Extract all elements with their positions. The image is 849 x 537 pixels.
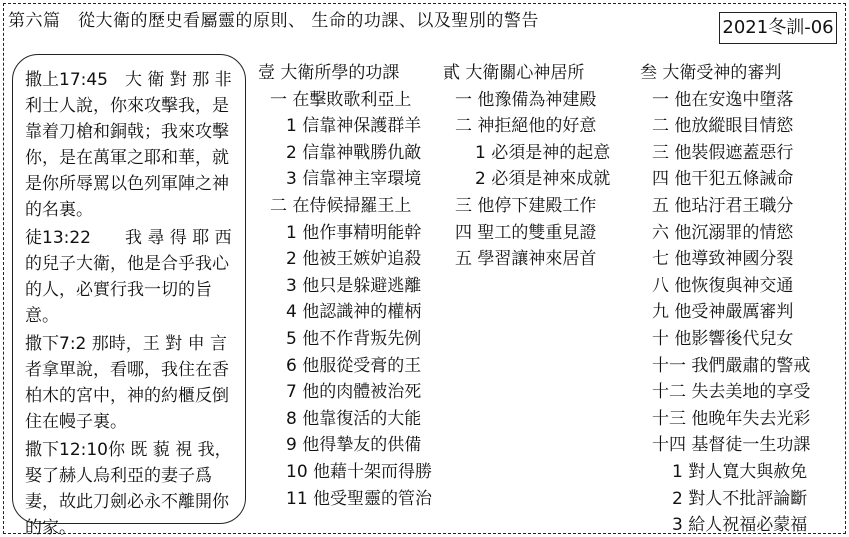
- outline-item: 二 神拒絕他的好意: [455, 116, 597, 137]
- outline-item: 一 在擊敗歌利亞上: [270, 89, 412, 110]
- outline-item: 7 他的肉體被治死: [286, 382, 422, 403]
- outline-item: 8 他靠復活的大能: [286, 408, 422, 429]
- outline-item: 四 聖工的雙重見證: [455, 222, 597, 243]
- verse-text: 撒下7:2 那時，王 對 申 言者拿單說，看哪，我住在香柏木的宮中，神的約櫃反倒住在幔子裏。: [25, 334, 229, 432]
- outline-item: 十 他影響後代兒女: [652, 328, 794, 349]
- outline-item: 2 信靠神戰勝仇敵: [286, 142, 422, 163]
- outline-column-3: [640, 60, 810, 537]
- outline-item: 二 他放縱眼目情慾: [652, 116, 794, 137]
- training-code-badge: 2021冬訓-06: [719, 12, 837, 44]
- outline-item: 二 在侍候掃羅王上: [270, 195, 412, 216]
- outline-item: 1 信靠神保護群羊: [286, 116, 422, 137]
- outline-heading: 叁 大衛受神的審判: [640, 63, 782, 83]
- outline-item: 十三 他晚年失去光彩: [652, 408, 811, 429]
- outline-item: 6 他服從受膏的王: [286, 355, 422, 376]
- outline-item: 十四 基督徒一生功課: [652, 435, 811, 456]
- outline-item: 三 他停下建殿工作: [455, 195, 597, 216]
- outline-item: 9 他得摯友的供備: [286, 435, 422, 456]
- outline-column-2: [443, 60, 610, 273]
- outline-item: 四 他干犯五條誡命: [652, 169, 794, 190]
- outline-item: 十二 失去美地的享受: [652, 382, 811, 403]
- verse-text: 撒上17:45 大 衛 對 那 非利士人說，你來攻擊我，是靠着刀槍和銅戟；我來攻擊你，是在萬軍之耶和華，就是你所辱罵以色列軍陣之神的名裏。: [25, 70, 232, 220]
- outline-item: 3 信靠神主宰環境: [286, 169, 422, 190]
- outline-item: 4 他認識神的權柄: [286, 302, 422, 323]
- verse-text: 徒13:22 我 尋 得 耶 西的兒子大衛，他是合乎我心的人，必實行我一切的旨意。: [25, 228, 232, 326]
- outline-item: 3 他只是躲避逃離: [286, 275, 422, 296]
- outline-item: 五 他玷汙君王職分: [652, 195, 794, 216]
- outline-item: 2 他被王嫉妒追殺: [286, 249, 422, 270]
- outline-item: 九 他受神嚴厲審判: [652, 302, 794, 323]
- outline-item: 八 他恢復與神交通: [652, 275, 794, 296]
- scripture-box: [12, 54, 246, 537]
- outline-item: 1 必須是神的起意: [475, 142, 611, 163]
- outline-item: 11 他受聖靈的管治: [286, 488, 433, 509]
- outline-item: 3 給人祝福必蒙福: [672, 515, 808, 536]
- outline-item: 十一 我們嚴肅的警戒: [652, 355, 811, 376]
- outline-item: 六 他沉溺罪的情慾: [652, 222, 794, 243]
- outline-item: 1 他作事精明能幹: [286, 222, 422, 243]
- outline-item: 一 他豫備為神建殿: [455, 89, 597, 110]
- outline-item: 三 他裝假遮蓋惡行: [652, 142, 794, 163]
- verse-text: 撒下12:10你 既 藐 視 我，娶了赫人烏利亞的妻子爲妻，故此刀劍必永不離開你的家。: [25, 440, 232, 537]
- outline-item: 5 他不作背叛先例: [286, 328, 422, 349]
- outline-item: 2 對人不批評論斷: [672, 488, 808, 509]
- outline-item: 一 他在安逸中墮落: [652, 89, 794, 110]
- outline-item: 2 必須是神來成就: [475, 169, 611, 190]
- outline-heading: 壹 大衛所學的功課: [258, 63, 400, 83]
- outline-item: 五 學習讓神來居首: [455, 249, 597, 270]
- outline-heading: 貳 大衛關心神居所: [443, 63, 585, 83]
- outline-column-1: [258, 60, 432, 512]
- outline-item: 10 他藉十架而得勝: [286, 461, 433, 482]
- outline-item: 1 對人寬大與赦免: [672, 461, 808, 482]
- outline-item: 七 他導致神國分裂: [652, 249, 794, 270]
- page-title: 第六篇 從大衛的歷史看屬靈的原則、 生命的功課、以及聖別的警告: [8, 11, 539, 31]
